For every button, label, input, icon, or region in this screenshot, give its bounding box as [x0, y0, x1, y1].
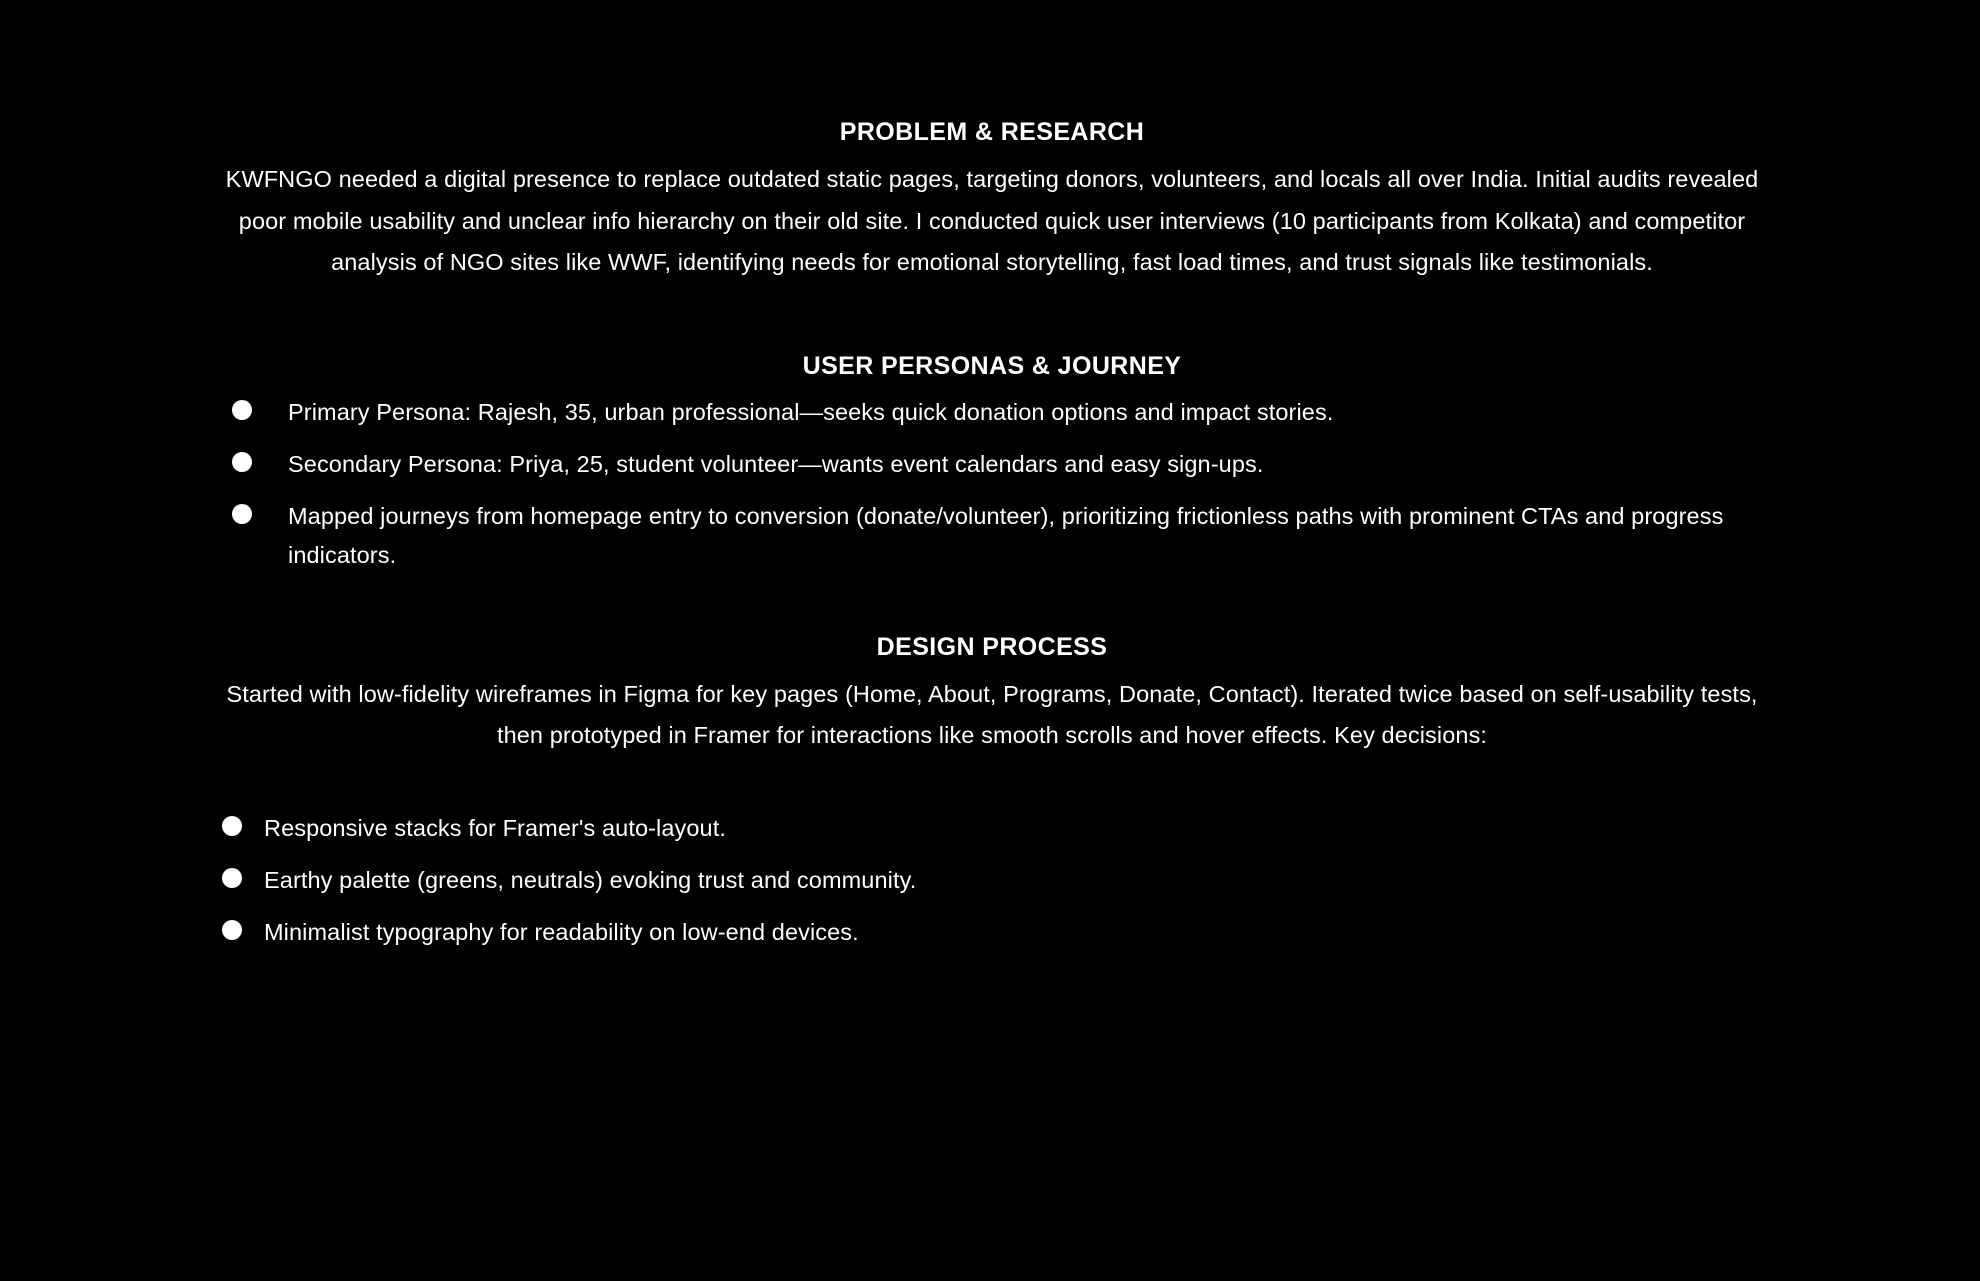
bullet-dot-icon [222, 868, 242, 888]
bullet-dot-icon [222, 816, 242, 836]
list-item-text: Primary Persona: Rajesh, 35, urban professional—seeks quick donation options and impact stories. [288, 398, 1334, 425]
spacer [222, 284, 1762, 352]
list-item [222, 913, 1762, 952]
bullet-dot-icon [232, 504, 252, 524]
list-item-text: Secondary Persona: Priya, 25, student volunteer—wants event calendars and easy sign-ups. [288, 451, 1264, 478]
list-item [222, 809, 1762, 848]
list-item [222, 393, 1762, 432]
personas-bullet-list [222, 393, 1762, 576]
list-item [222, 445, 1762, 484]
bullet-dot-icon [222, 920, 242, 940]
design-decisions-bullet-list [222, 809, 1762, 953]
list-item-text: Minimalist typography for readability on low-end devices. [264, 919, 859, 946]
bullet-dot-icon [232, 452, 252, 472]
section-title-user-personas-journey: USER PERSONAS & JOURNEY [802, 351, 1182, 380]
spacer [222, 757, 1762, 809]
section-title-problem-research: PROBLEM & RESEARCH [839, 118, 1145, 146]
list-item-text: Responsive stacks for Framer's auto-layout. [264, 814, 726, 841]
section-title-design-process: DESIGN PROCESS [876, 632, 1108, 661]
list-item [222, 861, 1762, 900]
content-column [222, 118, 1762, 966]
bullet-dot-icon [232, 400, 252, 420]
paragraph-design-process: Started with low-fidelity wireframes in Figma for key pages (Home, About, Programs, Donate, Contact). Iterated twice based on self-usability tests, then prototyped in Framer for interactions like smooth scrolls and hover effects. Key decisions: [226, 680, 1758, 749]
spacer [222, 589, 1762, 633]
list-item-text: Earthy palette (greens, neutrals) evoking trust and community. [264, 867, 917, 894]
list-item [222, 497, 1762, 575]
list-item-text: Mapped journeys from homepage entry to conversion (donate/volunteer), prioritizing frictionless paths with prominent CTAs and progress indicators. [288, 503, 1724, 569]
section-user-personas-journey [222, 352, 1762, 576]
paragraph-problem-research: KWFNGO needed a digital presence to replace outdated static pages, targeting donors, volunteers, and locals all over India. Initial audits revealed poor mobile usability and unclear info hierarchy on their old site. I conducted quick user interviews (10 participants from Kolkata) and competitor analysis of NGO sites like WWF, identifying needs for emotional storytelling, fast load times, and trust signals like testimonials. [225, 166, 1759, 276]
section-design-process [222, 633, 1762, 953]
section-problem-research [222, 118, 1762, 284]
